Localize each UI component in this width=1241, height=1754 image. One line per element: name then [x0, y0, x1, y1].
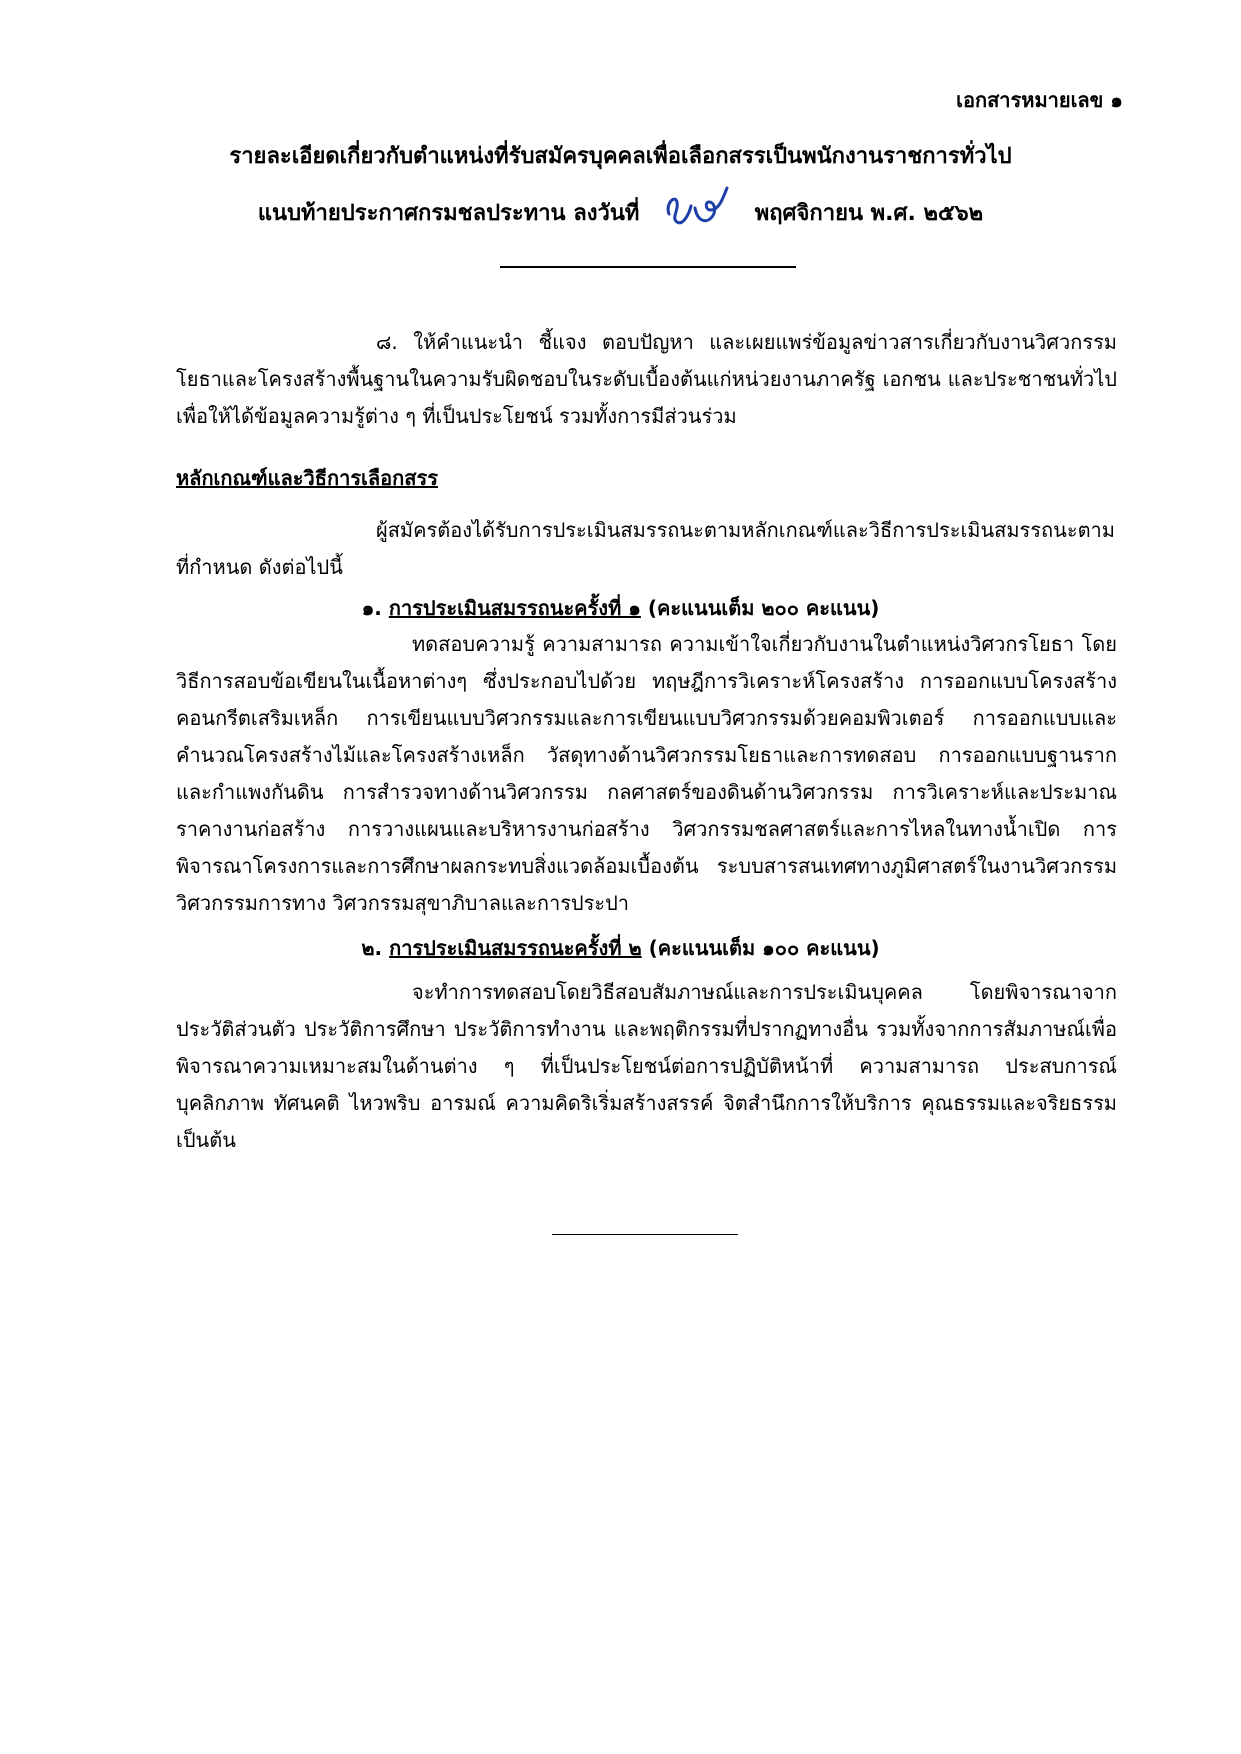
- assessment-1-heading: [0, 592, 1241, 624]
- selection-criteria-intro: ผู้สมัครต้องได้รับการประเมินสมรรถนะตามหลักเกณฑ์และวิธีการประเมินสมรรถนะตามที่กำหนด ดังต่อไปนี้: [176, 518, 1115, 579]
- assessment-2-body: จะทำการทดสอบโดยวิธีสอบสัมภาษณ์และการประเมินบุคคล โดยพิจารณาจากประวัติส่วนตัว ประวัติการศึกษา ประวัติการทำงาน และพฤติกรรมที่ปรากฏทางอื่น รวมทั้งจากการสัมภาษณ์เพื่อพิจารณาความเหมาะสมในด้านต่าง ๆ ที่เป็นประโยชน์ต่อการปฏิบัติหน้าที่ ความสามารถ ประสบการณ์ บุคลิกภาพ ทัศนคติ ไหวพริบ อารมณ์ ความคิดริเริ่มสร้างสรรค์ จิตสำนึกการให้บริการ คุณธรรมและจริยธรรม เป็นต้น: [176, 980, 1117, 1152]
- announcement-prefix: แนบท้ายประกาศกรมชลประทาน ลงวันที่: [257, 200, 640, 226]
- end-divider: [552, 1234, 738, 1235]
- announcement-date-line: [0, 190, 1241, 234]
- assessment-2-number: ๒.: [361, 936, 383, 960]
- assessment-2-score: (คะแนนเต็ม ๑๐๐ คะแนน): [648, 936, 880, 960]
- assessment-1-number: ๑.: [361, 596, 382, 620]
- assessment-2-title: การประเมินสมรรถนะครั้งที่ ๒: [389, 936, 642, 960]
- assessment-1-body: ทดสอบความรู้ ความสามารถ ความเข้าใจเกี่ยวกับงานในตำแหน่งวิศวกรโยธา โดยวิธีการสอบข้อเขียนในเนื้อหาต่างๆ ซึ่งประกอบไปด้วย ทฤษฎีการวิเคราะห์โครงสร้าง การออกแบบโครงสร้างคอนกรีตเสริมเหล็ก การเขียนแบบวิศวกรรมและการเขียนแบบวิศวกรรมด้วยคอมพิวเตอร์ การออกแบบและคำนวณโครงสร้างไม้และโครงสร้างเหล็ก วัสดุทางด้านวิศวกรรมโยธาและการทดสอบ การออกแบบฐานรากและกำแพงกันดิน การสำรวจทางด้านวิศวกรรม กลศาสตร์ของดินด้านวิศวกรรม การวิเคราะห์และประมาณราคางานก่อสร้าง การวางแผนและบริหารงานก่อสร้าง วิศวกรรมชลศาสตร์และการไหลในทางน้ำเปิด การพิจารณาโครงการและการศึกษาผลกระทบสิ่งแวดล้อมเบื้องต้น ระบบสารสนเทศทางภูมิศาสตร์ในงานวิศวกรรม วิศวกรรมการทาง วิศวกรรมสุขาภิบาลและการประปา: [176, 632, 1117, 915]
- document-number: เอกสารหมายเลข ๑: [956, 88, 1123, 112]
- announcement-suffix: พฤศจิกายน พ.ศ. ๒๕๖๒: [754, 200, 984, 226]
- selection-criteria-heading: หลักเกณฑ์และวิธีการเลือกสรร: [176, 466, 438, 490]
- handwritten-day-mark: [661, 184, 733, 228]
- duty-item-8: ๘. ให้คำแนะนำ ชี้แจง ตอบปัญหา และเผยแพร่ข้อมูลข่าวสารเกี่ยวกับงานวิศวกรรมโยธาและโครงสร้างพื้นฐานในความรับผิดชอบในระดับเบื้องต้นแก่หน่วยงานภาครัฐ เอกชน และประชาชนทั่วไป เพื่อให้ได้ข้อมูลความรู้ต่าง ๆ ที่เป็นประโยชน์ รวมทั้งการมีส่วนร่วม: [176, 330, 1117, 428]
- assessment-2-heading: [0, 932, 1241, 964]
- title-divider: [500, 266, 796, 268]
- document-title: รายละเอียดเกี่ยวกับตำแหน่งที่รับสมัครบุคคลเพื่อเลือกสรรเป็นพนักงานราชการทั่วไป: [229, 144, 1012, 169]
- assessment-1-title: การประเมินสมรรถนะครั้งที่ ๑: [388, 596, 641, 620]
- assessment-1-score: (คะแนนเต็ม ๒๐๐ คะแนน): [647, 596, 880, 620]
